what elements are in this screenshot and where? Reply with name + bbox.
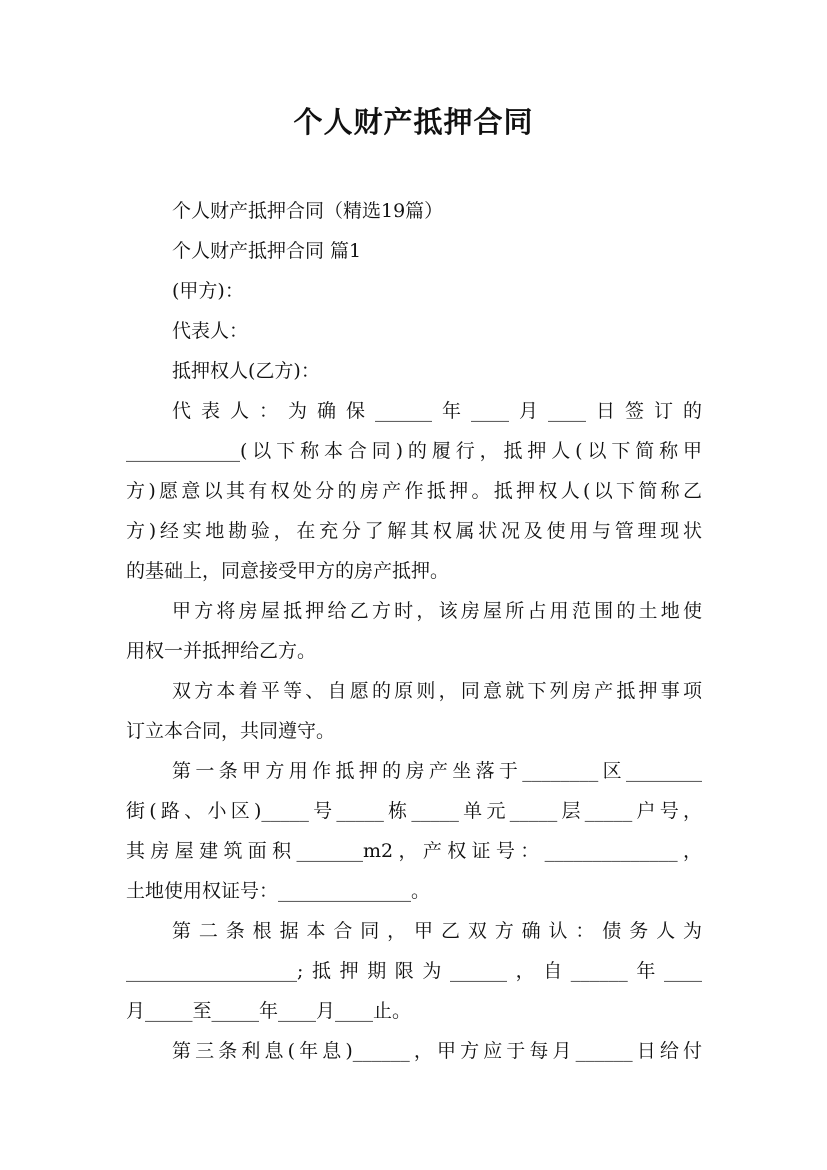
contract-subtitle: 个人财产抵押合同（精选19篇）: [172, 200, 444, 222]
paragraph-line: 方)经实地勘验，在充分了解其权属状况及使用与管理现状: [126, 520, 702, 542]
article-line: 第三条利息(年息)______，甲方应于每月______日给付: [172, 1040, 702, 1062]
paragraph-line: 代表人：为确保______年____月____日签订的: [172, 400, 702, 422]
representative-line: 代表人：: [172, 320, 249, 342]
paragraph-line: 方)愿意以其有权处分的房产作抵押。抵押权人(以下简称乙: [126, 480, 702, 502]
paragraph-line: 甲方将房屋抵押给乙方时，该房屋所占用范围的土地使: [172, 600, 702, 622]
party-a-line: (甲方)：: [172, 280, 244, 302]
paragraph-line: ____________(以下称本合同)的履行，抵押人(以下简称甲: [126, 440, 702, 462]
article-line: 第二条根据本合同，甲乙双方确认：债务人为: [172, 920, 702, 942]
article-line: 第一条甲方用作抵押的房产坐落于________区________: [172, 760, 702, 782]
paragraph-line: 双方本着平等、自愿的原则，同意就下列房产抵押事项: [172, 680, 702, 702]
article-line: 其房屋建筑面积_______m2，产权证号：______________，: [126, 840, 702, 862]
article-line: 月_____至_____年____月____止。: [126, 1000, 412, 1022]
document-title: 个人财产抵押合同: [293, 105, 534, 139]
document-body: [126, 191, 702, 1071]
article-line: 街(路、小区)_____号_____栋_____单元_____层_____户号，: [126, 800, 702, 822]
paragraph-line: 订立本合同，共同遵守。: [126, 720, 336, 742]
paragraph-line: 用权一并抵押给乙方。: [126, 640, 317, 662]
paragraph-line: 的基础上，同意接受甲方的房产抵押。: [126, 560, 450, 582]
article-line: __________________;抵押期限为______，自______年____: [126, 960, 702, 982]
mortgagee-line: 抵押权人(乙方)：: [172, 360, 320, 382]
section-heading: 个人财产抵押合同 篇1: [172, 240, 362, 262]
article-line: 土地使用权证号：______________。: [126, 880, 431, 902]
